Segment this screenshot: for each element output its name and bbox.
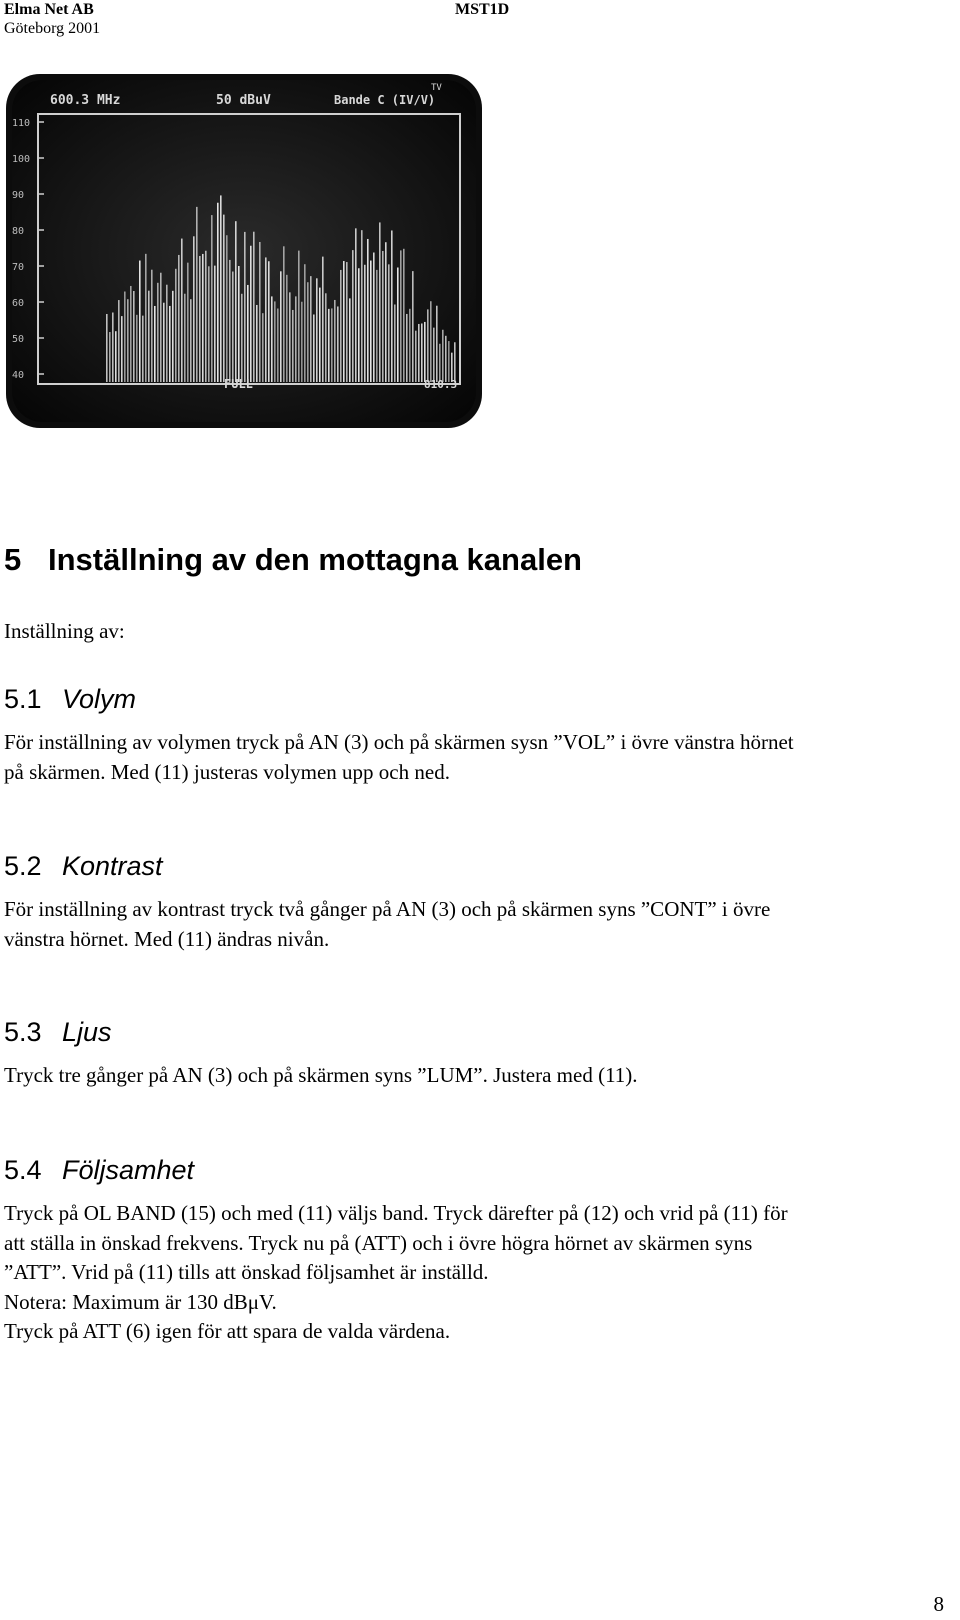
spectrum-bar (166, 285, 168, 382)
spectrum-bar (403, 249, 405, 382)
y-tick-label: 100 (12, 154, 31, 165)
spectrum-bar (283, 246, 285, 382)
spectrum-bar (235, 221, 237, 382)
intro-text: Inställning av: (4, 619, 125, 643)
spectrum-bar (295, 296, 297, 382)
subsection-heading-foljsamhet (4, 1154, 194, 1186)
spectrum-bar (232, 272, 234, 382)
paragraph-volym (4, 728, 794, 787)
spectrum-bar (418, 324, 420, 382)
spectrum-bar (427, 309, 429, 382)
spectrum-bar (454, 342, 456, 382)
spectrum-bar (439, 344, 441, 382)
subsection-number: 5.1 (4, 684, 42, 714)
spectrum-bar (247, 285, 249, 382)
screen-level: 50 dBuV (216, 93, 271, 108)
y-tick-label: 110 (12, 118, 31, 129)
spectrum-bar (121, 316, 123, 382)
spectrum-bar (409, 309, 411, 382)
spectrum-bar (358, 268, 360, 382)
y-tick-label: 90 (12, 190, 25, 201)
subsection-number: 5.3 (4, 1017, 42, 1047)
spectrum-bar (274, 301, 276, 382)
spectrum-bar (331, 308, 333, 382)
spectrum-bar (391, 230, 393, 382)
text-line: Notera: Maximum är 130 dBμV. (4, 1289, 277, 1314)
spectrum-bar (349, 298, 351, 382)
spectrum-screen-photo (6, 74, 482, 428)
spectrum-bar (244, 232, 246, 382)
spectrum-bar (211, 215, 213, 382)
spectrum-bar (415, 331, 417, 382)
spectrum-bar (256, 305, 258, 382)
spectrum-bar (394, 304, 396, 382)
text-line: att ställa in önskad frekvens. Tryck nu på (ATT) och i övre högra hörnet av skärmen syns (4, 1230, 753, 1255)
spectrum-bar (385, 242, 387, 382)
spectrum-bar (163, 303, 165, 382)
spectrum-bar (424, 322, 426, 382)
spectrum-bar (160, 273, 162, 382)
spectrum-bar (289, 292, 291, 382)
spectrum-bar (178, 255, 180, 382)
spectrum-bar (397, 267, 399, 382)
spectrum-bar (250, 246, 252, 382)
subsection-heading-ljus (4, 1016, 112, 1048)
spectrum-bar (334, 300, 336, 382)
spectrum-bar (343, 261, 345, 382)
spectrum-bar (355, 228, 357, 382)
spectrum-bar (430, 301, 432, 382)
spectrum-bar (118, 300, 120, 382)
subsection-title: Volym (62, 684, 137, 714)
spectrum-bar (367, 239, 369, 382)
screen-frequency: 600.3 MHz (50, 93, 121, 108)
spectrum-bar (112, 313, 114, 382)
spectrum-bar (388, 264, 390, 382)
spectrum-bar (436, 306, 438, 382)
spectrum-bar (352, 250, 354, 382)
spectrum-bar (184, 294, 186, 382)
spectrum-bar (382, 251, 384, 382)
section-number: 5 (4, 542, 22, 577)
spectrum-bar (133, 291, 135, 382)
paragraph-ljus (4, 1061, 638, 1091)
subsection-title: Ljus (62, 1017, 112, 1047)
y-tick-label: 60 (12, 298, 25, 309)
subsection-heading-volym (4, 683, 136, 715)
spectrum-bar (145, 254, 147, 382)
document-id: MST1D (455, 1, 510, 18)
spectrum-bar (109, 332, 111, 382)
spectrum-bar (127, 299, 129, 382)
text-line: vänstra hörnet. Med (11) ändras nivån. (4, 926, 330, 951)
spectrum-bar (406, 314, 408, 382)
spectrum-bar (304, 264, 306, 382)
spectrum-bar (124, 291, 126, 382)
screen-bottom-label: FULL (224, 377, 253, 391)
paragraph-kontrast (4, 895, 770, 954)
spectrum-bar (214, 266, 216, 382)
y-tick-label: 50 (12, 334, 25, 345)
section-heading (4, 542, 582, 578)
y-tick-label: 40 (12, 370, 25, 381)
text-line: på skärmen. Med (11) justeras volymen upp och ned. (4, 759, 450, 784)
spectrum-bar (205, 251, 207, 382)
spectrum-bar (370, 261, 372, 382)
spectrum-bar (238, 266, 240, 382)
spectrum-bar (202, 254, 204, 382)
spectrum-bar (376, 270, 378, 382)
spectrum-bar (313, 314, 315, 382)
spectrum-bar (271, 296, 273, 382)
spectrum-bar (373, 253, 375, 382)
spectrum-bar (448, 341, 450, 382)
screen-band: Bande C (IV/V) (334, 93, 436, 107)
spectrum-bar (319, 288, 321, 382)
text-line: Tryck tre gånger på AN (3) och på skärmen syns ”LUM”. Justera med (11). (4, 1063, 638, 1087)
spectrum-bar (169, 306, 171, 382)
spectrum-bar (316, 278, 318, 382)
spectrum-bar (277, 308, 279, 382)
y-tick-label: 70 (12, 262, 25, 273)
screen-corner-label: TV (431, 83, 442, 93)
spectrum-bar (421, 323, 423, 382)
spectrum-bar (340, 270, 342, 382)
subsection-number: 5.2 (4, 851, 42, 881)
spectrum-bar (190, 299, 192, 382)
spectrum-bar (412, 271, 414, 382)
spectrum-bar (445, 336, 447, 382)
spectrum-bar (217, 203, 219, 382)
spectrum-bar (346, 262, 348, 382)
spectrum-bar (364, 265, 366, 382)
text-line: ”ATT”. Vrid på (11) tills att önskad följsamhet är inställd. (4, 1260, 489, 1284)
spectrum-bar (379, 222, 381, 382)
y-tick-label: 80 (12, 226, 25, 237)
spectrum-bar (268, 261, 270, 382)
spectrum-bar (154, 306, 156, 382)
spectrum-bar (325, 293, 327, 382)
spectrum-bar (259, 242, 261, 382)
spectrum-bar (229, 260, 231, 382)
spectrum-bar (220, 195, 222, 382)
text-line: Tryck på ATT (6) igen för att spara de valda värdena. (4, 1319, 451, 1343)
spectrum-bar (280, 271, 282, 382)
spectrum-bar (172, 291, 174, 382)
paragraph-foljsamhet (4, 1199, 788, 1347)
spectrum-bar (328, 309, 330, 382)
subsection-title: Följsamhet (62, 1155, 195, 1185)
spectrum-bar (181, 239, 183, 382)
subsection-number: 5.4 (4, 1155, 42, 1185)
spectrum-bar (187, 263, 189, 382)
spectrum-bar (400, 250, 402, 382)
spectrum-bar (433, 328, 435, 382)
spectrum-bar (265, 257, 267, 382)
spectrum-bar (262, 313, 264, 382)
text-line: Tryck på OL BAND (15) och med (11) väljs band. Tryck därefter på (12) och vrid på (11) för (4, 1201, 788, 1225)
spectrum-bar (136, 315, 138, 382)
spectrum-bar (307, 282, 309, 382)
spectrum-bar (151, 270, 153, 382)
spectrum-bar (142, 316, 144, 382)
spectrum-bar (292, 310, 294, 382)
screen-bottom-right: 810.3 (424, 378, 458, 391)
text-line: För inställning av kontrast tryck två gånger på AN (3) och på skärmen syns ”CONT” i övre (4, 897, 771, 921)
spectrum-bar (253, 232, 255, 382)
subsection-title: Kontrast (62, 851, 163, 881)
company-name: Elma Net AB (4, 1, 94, 18)
subsection-heading-kontrast (4, 850, 163, 882)
spectrum-bar (208, 266, 210, 382)
spectrum-bar (322, 257, 324, 382)
spectrum-bar (298, 251, 300, 382)
spectrum-bar (175, 269, 177, 382)
spectrum-bar (310, 276, 312, 382)
section-title: Inställning av den mottagna kanalen (48, 542, 582, 577)
spectrum-bar (196, 207, 198, 382)
spectrum-bar (148, 291, 150, 382)
spectrum-bar (130, 286, 132, 382)
text-line: För inställning av volymen tryck på AN (3) och på skärmen sysn ”VOL” i övre vänstra hörnet (4, 730, 794, 754)
spectrum-bar (241, 294, 243, 382)
spectrum-bar (286, 275, 288, 382)
spectrum-bar (226, 235, 228, 382)
spectrum-bar (442, 330, 444, 382)
header-left (4, 0, 100, 38)
spectrum-bar (337, 306, 339, 382)
spectrum-bar (139, 261, 141, 382)
spectrum-bar (115, 331, 117, 382)
page-number: 8 (933, 1592, 944, 1616)
spectrum-bar (157, 283, 159, 382)
spectrum-bar (106, 314, 108, 382)
spectrum-bar (199, 256, 201, 382)
spectrum-bar (361, 230, 363, 382)
spectrum-bar (223, 215, 225, 382)
location-year: Göteborg 2001 (4, 20, 101, 37)
spectrum-bar (301, 302, 303, 382)
spectrum-bar (193, 236, 195, 382)
